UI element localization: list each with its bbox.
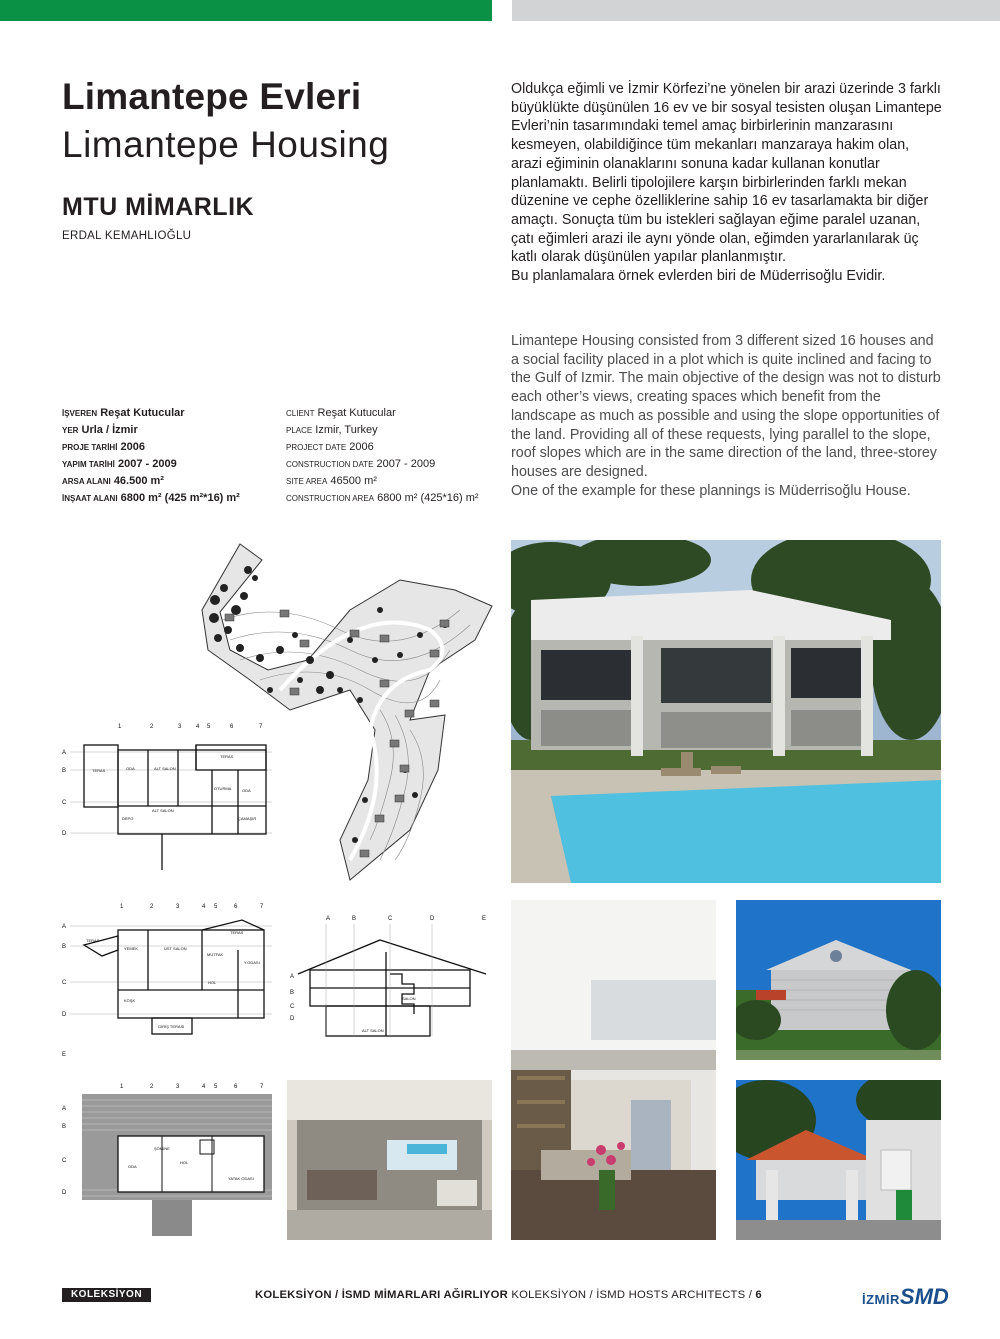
info-value: 2006 [120,441,145,453]
room-label: HOL [180,1160,189,1165]
grid-label: 3 [176,1084,180,1090]
room-label: TERAS [230,930,244,935]
info-label: YER [62,426,79,435]
info-value: 6800 m² (425*16) m² [377,492,479,504]
footer-bold-text: KOLEKSİYON / İSMD MİMARLARI AĞIRLIYOR [255,1289,509,1301]
grid-label: 7 [260,1084,264,1090]
info-value: Reşat Kutucular [317,407,396,419]
brand-small: İZMİR [862,1292,900,1307]
title-turkish: Limantepe Evleri [62,76,362,117]
grid-label: B [352,916,357,922]
room-label: Y.ODASI [244,960,260,965]
info-row [62,456,240,473]
description-turkish [511,80,943,286]
room-label: KÖŞK [124,998,136,1003]
room-label: ODA [242,788,251,793]
section-drawing [290,912,490,1047]
grid-label: 4 [202,904,206,910]
architect-name: ERDAL KEMAHLIOĞLU [62,230,192,242]
info-row [62,422,240,439]
info-value: Urla / İzmir [81,424,138,436]
info-value: 46500 m² [330,475,377,487]
project-info-turkish [62,405,240,507]
info-value: 2007 - 2009 [117,458,177,470]
grid-label: B [62,768,67,774]
info-row [286,473,479,490]
info-label: PLACE [286,426,313,435]
info-label: ARSA ALANI [62,477,111,486]
grid-label: 1 [120,904,124,910]
room-label: ÜST SALON [164,946,187,951]
grid-label: C [388,916,393,922]
info-value: Izmir, Turkey [315,424,378,436]
info-value: 2006 [349,441,374,453]
grid-label: A [62,1106,67,1112]
room-label: ÇAMAŞIR [238,816,257,821]
top-grey-bar [512,0,1000,21]
grid-label: E [482,916,487,922]
grid-label: C [62,800,67,806]
info-label: PROJECT DATE [286,443,347,452]
grid-label: 1 [118,724,122,730]
grid-label: A [326,916,331,922]
info-value: Reşat Kutucular [100,407,185,419]
grid-label: 5 [214,904,218,910]
info-row [62,473,240,490]
room-label: ALT SALON [152,808,174,813]
room-label: ŞÖMİNE [154,1146,170,1151]
grid-label: D [430,916,435,922]
photo-interior-gallery [287,1080,492,1240]
info-label: CONSTRUCTION AREA [286,494,375,503]
grid-label: B [62,1124,67,1130]
info-row [286,422,479,439]
photo-living-room [511,900,716,1240]
grid-label: E [62,1052,67,1058]
grid-label: C [62,1158,67,1164]
page-number: 6 [755,1289,762,1301]
paragraph-en-2: One of the example for these plannings is Müderrisoğlu House. [511,482,911,499]
grid-label: 2 [150,1084,154,1090]
room-label: TERAS [220,754,234,759]
grid-label: 2 [150,904,154,910]
room-label: YATAK ODASI [228,1176,254,1181]
grid-label: B [290,990,295,996]
grid-label: B [62,944,67,950]
brand-big: SMD [899,1284,949,1309]
footer-caption [255,1289,762,1301]
grid-label: 7 [259,724,263,730]
photo-exterior-carport [736,1080,941,1240]
grid-label: 7 [260,904,264,910]
grid-label: C [62,980,67,986]
info-label: PROJE TARİHİ [62,443,118,452]
info-label: İNŞAAT ALANI [62,494,118,503]
project-info-english [286,405,479,507]
grid-label: A [62,924,67,930]
room-label: MUTFAK [207,952,224,957]
room-label: OTURMA [214,786,232,791]
grid-label: 4 [202,1084,206,1090]
info-row [286,490,479,507]
title-english: Limantepe Housing [62,124,390,165]
room-label: DEPO [122,816,134,821]
info-row [62,405,240,422]
grid-label: 1 [120,1084,124,1090]
grid-label: 3 [178,724,182,730]
info-value: 46.500 m² [113,475,164,487]
photo-exterior-front [736,900,941,1060]
room-label: ALT SALON [362,1028,384,1033]
room-label: ODA [128,1164,137,1169]
info-label: CONSTRUCTION DATE [286,460,374,469]
info-label: İŞVEREN [62,409,98,418]
room-label: YEMEK [124,946,139,951]
grid-label: 3 [176,904,180,910]
info-label: YAPIM TARİHİ [62,460,115,469]
grid-label: 2 [150,724,154,730]
grid-label: 5 [214,1084,218,1090]
room-label: TERAS [86,938,100,943]
grid-label: D [62,1190,67,1196]
room-label: GİRİŞ TERASI [158,1024,185,1029]
top-green-bar [0,0,492,21]
info-row [286,405,479,422]
grid-label: 5 [207,724,211,730]
footer-logo: KOLEKSİYON [62,1288,151,1302]
grid-label: A [62,750,67,756]
paragraph-tr-2: Bu planlamalara örnek evlerden biri de Müderrisoğlu Evidir. [511,268,886,285]
info-value: 6800 m² (425 m²*16) m² [120,492,240,504]
floor-plan-upper [62,1080,274,1240]
room-label: SALON [402,996,416,1001]
info-label: SITE AREA [286,477,328,486]
info-row [286,439,479,456]
info-row [62,439,240,456]
info-row [286,456,479,473]
grid-label: 4 [196,724,200,730]
grid-label: A [290,974,295,980]
info-value: 2007 - 2009 [376,458,436,470]
grid-label: D [62,831,67,837]
photo-house-pool [511,540,941,883]
room-label: TERAS [92,768,106,773]
grid-label: 6 [234,1084,238,1090]
grid-label: D [290,1016,295,1022]
room-label: HOL [208,980,217,985]
grid-label: D [62,1012,67,1018]
room-label: ALT SALON [154,766,176,771]
paragraph-tr-1: Oldukça eğimli ve İzmir Körfezi’ne yönelen bir arazi üzerinde 3 farklı büyüklükte düşünülen 16 ev ve bir sosyal tesisten oluşan Limantepe Evleri’nin tasarımındaki temel amaç birbirlerinin manzarasını kesmeyen, olabildiğince tüm mekanları manzaraya hakim olan, arazi eğiminin olanaklarını sonuna kadar kullanan konutlar planlamaktı. Belirli tipolojilere karşın birbirlerinden farklı mekan düzenine ve cephe özelliklerine sahip 16 ev tasarlamakta bir diğer amaçtı. Sonuçta tüm bu istekleri sağlayan eğime paralel uzanan, çatı eğimleri arazi ile aynı yönde olan, eğimden yararlanılarak üç katlı olarak düşünülen yapılar planlanmıştır. [511,81,942,266]
info-row [62,490,240,507]
grid-label: 6 [234,904,238,910]
firm-name: MTU MİMARLIK [62,193,255,221]
grid-label: C [290,1004,295,1010]
info-label: CLIENT [286,409,315,418]
description-english [511,332,943,500]
paragraph-en-1: Limantepe Housing consisted from 3 different sized 16 houses and a social facility placed in a plot which is quite inclined and facing to the Gulf of Izmir. The main objective of the design was not to disturb each other’s views, creating spaces which benefit from the landscape as much as possible and using the slope opportunities of the land. Providing all of these requests, lying parallel to the slope, roof slopes which are in the same direction of the land, three-storey houses are designed. [511,333,941,480]
footer-normal-text: KOLEKSİYON / İSMD HOSTS ARCHITECTS / [508,1289,756,1301]
floor-plan-entrance [62,900,274,1060]
room-label: ODA [126,766,135,771]
brand-logo [862,1284,949,1310]
grid-label: 6 [230,724,234,730]
floor-plan-lower [62,720,274,870]
